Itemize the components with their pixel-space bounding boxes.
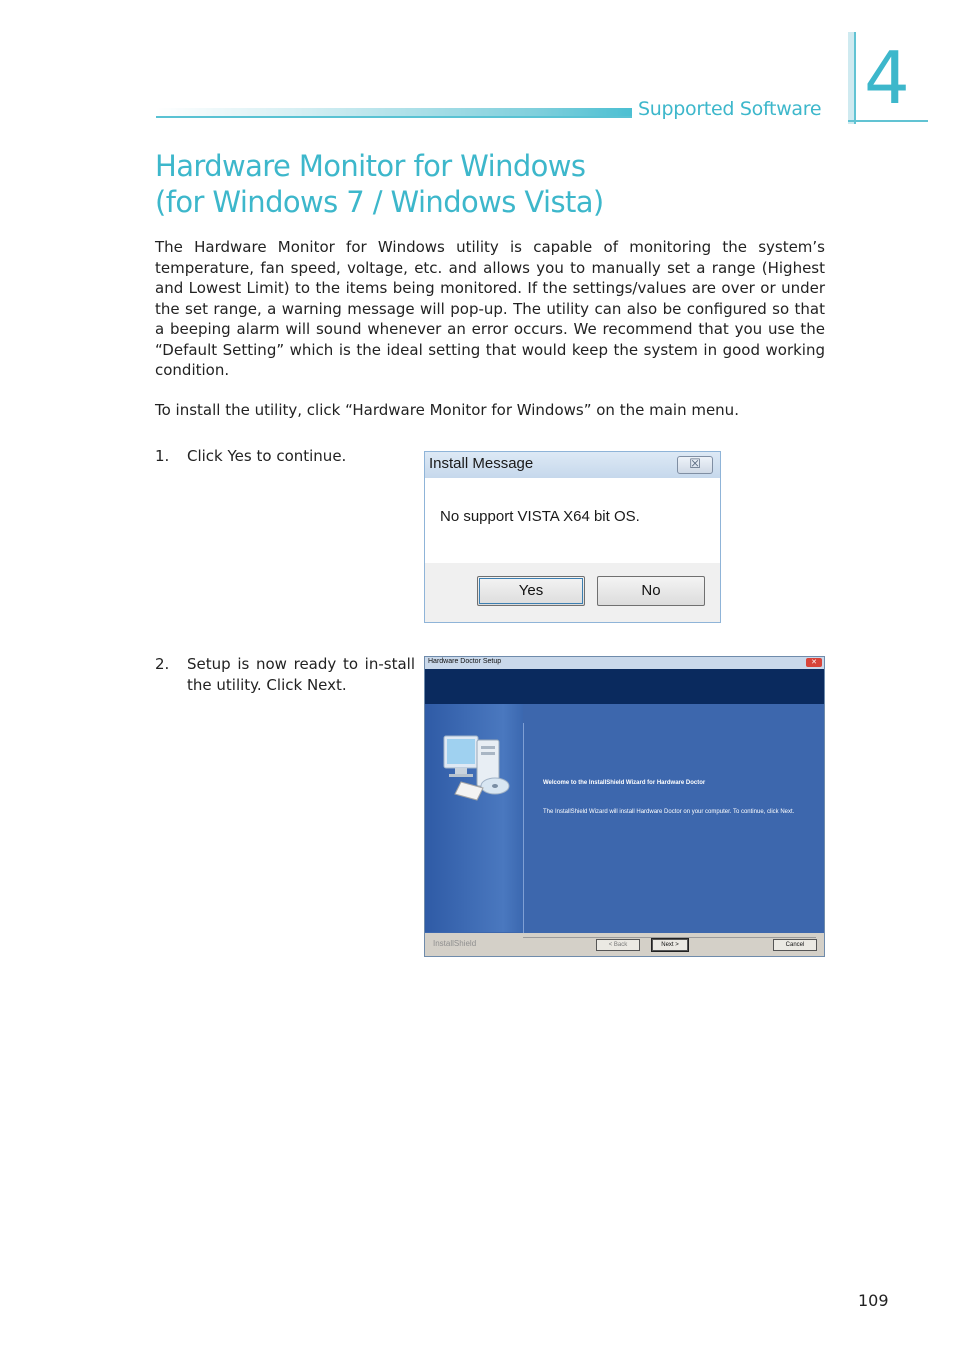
section-header: Supported Software bbox=[638, 98, 822, 120]
button-bar-rule bbox=[523, 937, 816, 938]
wizard-title: Hardware Doctor Setup bbox=[428, 658, 502, 665]
setup-wizard-window bbox=[424, 656, 825, 957]
install-paragraph: To install the utility, click “Hardware Monitor for Windows” on the main menu. bbox=[155, 401, 739, 419]
wizard-title-bar bbox=[425, 657, 824, 669]
installshield-brand: InstallShield bbox=[433, 939, 477, 948]
chapter-tab-border bbox=[854, 32, 856, 124]
page-title-line-2: (for Windows 7 / Windows Vista) bbox=[155, 185, 604, 219]
computer-setup-icon bbox=[425, 704, 523, 932]
back-button[interactable]: < Back bbox=[596, 939, 640, 951]
step-1-number: 1. bbox=[155, 447, 170, 465]
dialog-title-bar bbox=[425, 452, 720, 478]
step-2-number: 2. bbox=[155, 655, 170, 673]
yes-button[interactable]: Yes bbox=[477, 576, 585, 606]
close-icon[interactable]: ✕ bbox=[806, 658, 822, 667]
wizard-description: The InstallShield Wizard will install Hardware Doctor on your computer. To continue, click Next. bbox=[543, 809, 795, 815]
wizard-heading: Welcome to the InstallShield Wizard for Hardware Doctor bbox=[543, 780, 706, 786]
wizard-banner bbox=[425, 669, 824, 704]
wizard-panel-divider bbox=[523, 723, 524, 935]
no-button[interactable]: No bbox=[597, 576, 705, 606]
cancel-button[interactable]: Cancel bbox=[773, 939, 817, 951]
page-number: 109 bbox=[858, 1291, 889, 1310]
dialog-title: Install Message bbox=[429, 455, 534, 472]
dialog-body bbox=[425, 478, 720, 563]
wizard-side-panel bbox=[425, 704, 523, 932]
chapter-number: 4 bbox=[864, 36, 910, 120]
wizard-button-bar bbox=[425, 933, 824, 956]
page-title-line-1: Hardware Monitor for Windows bbox=[155, 149, 586, 183]
step-1-text: Click Yes to continue. bbox=[187, 447, 347, 465]
page-title bbox=[155, 148, 604, 220]
step-2-text: Setup is now ready to in-stall the utility. Click Next. bbox=[187, 655, 415, 694]
next-button[interactable]: Next > bbox=[652, 939, 688, 951]
intro-paragraph: The Hardware Monitor for Windows utility is capable of monitoring the system’s temperature, fan speed, voltage, etc. and allows you to manually set a range (Highest and Lowest Limit) to the items being monitored. If the settings/values are over or under the set range, a warning message will pop-up. The utility can also be configured so that a beeping alarm will sound whenever an error occurs. We recommend that you use the “Default Setting” which is the ideal setting that would keep the system in good working condition. bbox=[155, 238, 825, 379]
install-message-dialog bbox=[424, 451, 721, 623]
dialog-message: No support VISTA X64 bit OS. bbox=[440, 508, 640, 525]
close-icon[interactable]: ☒ bbox=[677, 456, 713, 474]
header-rule bbox=[156, 116, 632, 118]
